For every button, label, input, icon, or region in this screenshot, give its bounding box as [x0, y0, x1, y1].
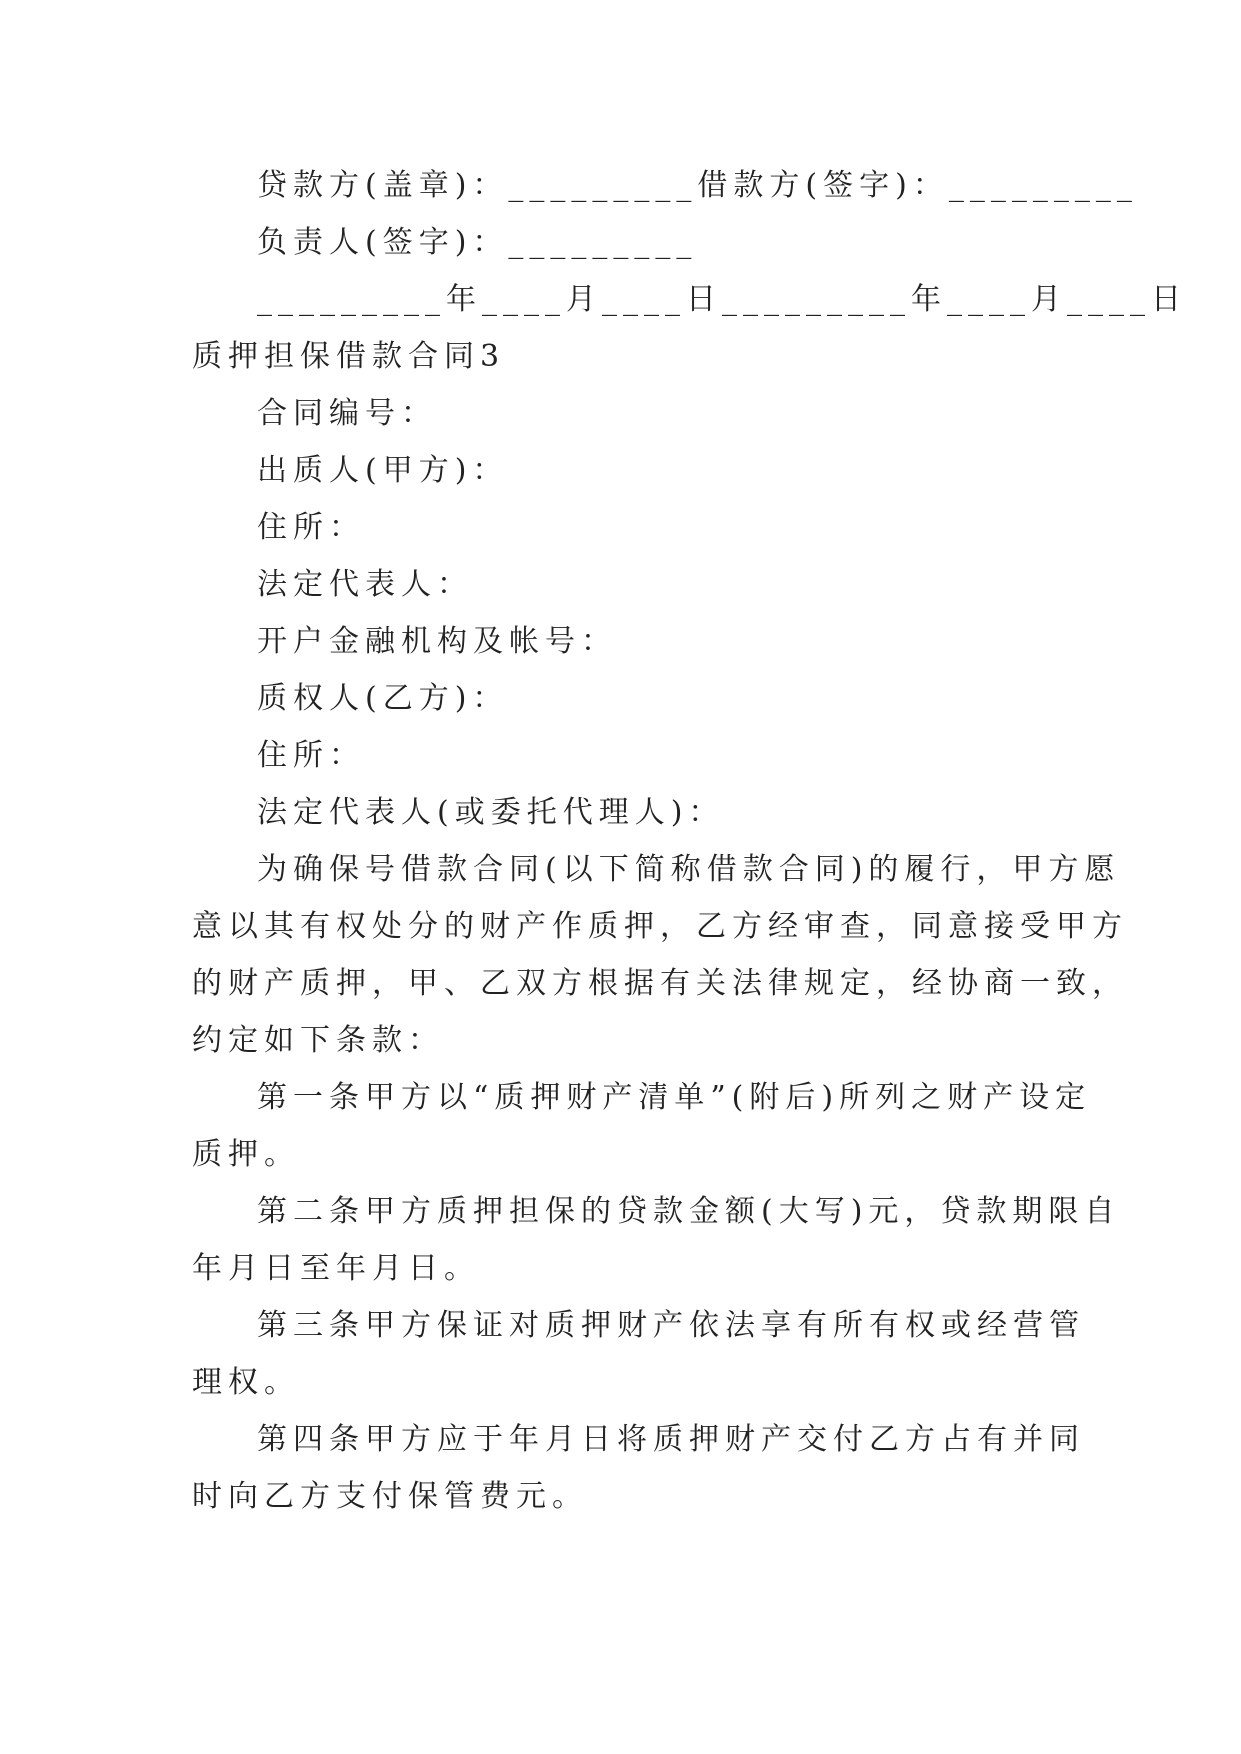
pledgee-legal-rep-field: 法定代表人(或委托代理人)：	[257, 795, 725, 830]
preamble-line-1: 为确保号借款合同(以下简称借款合同)的履行，甲方愿	[257, 852, 1121, 887]
pledgee-field: 质权人(乙方)：	[257, 681, 509, 716]
preamble-line-2: 意以其有权处分的财产作质押，乙方经审查，同意接受甲方	[192, 909, 1128, 944]
preamble-line-4: 约定如下条款：	[192, 1023, 444, 1058]
bank-account-field: 开户金融机构及帐号：	[257, 624, 617, 659]
article-4-line-2: 时向乙方支付保管费元。	[192, 1479, 588, 1514]
article-2-line-2: 年月日至年月日。	[192, 1251, 480, 1286]
signature-line-responsible-person: 负责人(签字)：_________	[257, 225, 698, 260]
signature-line-lender-borrower: 贷款方(盖章)：_________借款方(签字)：_________	[257, 168, 1138, 203]
pledgee-address-field: 住所：	[257, 738, 365, 773]
article-4-line-1: 第四条甲方应于年月日将质押财产交付乙方占有并同	[257, 1422, 1085, 1457]
pledgor-address-field: 住所：	[257, 510, 365, 545]
article-1-line-1: 第一条甲方以“质押财产清单”(附后)所列之财产设定	[257, 1080, 1092, 1115]
date-line: _________年____月____日_________年____月____日	[257, 282, 1187, 317]
article-3-line-1: 第三条甲方保证对质押财产依法享有所有权或经营管	[257, 1308, 1085, 1343]
contract-title: 质押担保借款合同3	[192, 339, 506, 374]
article-1-line-2: 质押。	[192, 1137, 300, 1172]
pledgor-field: 出质人(甲方)：	[257, 453, 509, 488]
preamble-line-3: 的财产质押，甲、乙双方根据有关法律规定，经协商一致，	[192, 966, 1128, 1001]
contract-number-field: 合同编号：	[257, 396, 437, 431]
article-2-line-1: 第二条甲方质押担保的贷款金额(大写)元，贷款期限自	[257, 1194, 1121, 1229]
pledgor-legal-rep-field: 法定代表人：	[257, 567, 473, 602]
article-3-line-2: 理权。	[192, 1365, 300, 1400]
